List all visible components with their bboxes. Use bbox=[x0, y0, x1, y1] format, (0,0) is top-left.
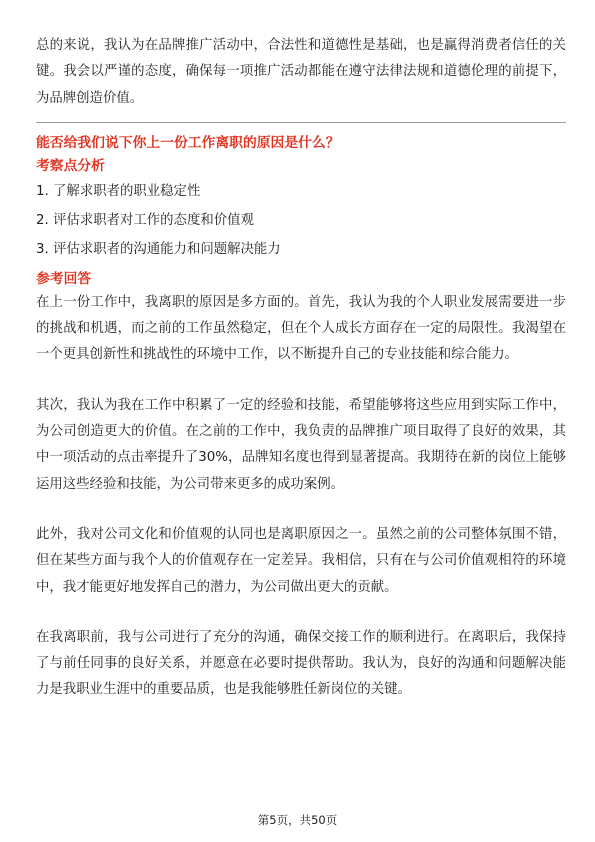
analysis-item: 2. 评估求职者对工作的态度和价值观 bbox=[36, 212, 254, 228]
section-divider bbox=[36, 122, 566, 123]
answer-paragraph: 在上一份工作中，我离职的原因是多方面的。首先，我认为我的个人职业发展需要进一步的挑战和机遇，而之前的工作虽然稳定，但在个人成长方面存在一定的局限性。我渴望在一个更具创新性和挑战性的环境中工作，以不断提升自己的专业技能和综合能力。 bbox=[36, 294, 566, 363]
interview-question: 能否给我们说下你上一份工作离职的原因是什么？ bbox=[36, 134, 340, 151]
answer-paragraph: 其次，我认为我在工作中积累了一定的经验和技能，希望能够将这些应用到实际工作中，为公司创造更大的价值。在之前的工作中，我负责的品牌推广项目取得了良好的效果，其中一项活动的点击率提升了30%，品牌知名度也得到显著提高。我期待在新的岗位上能够运用这些经验和技能，为公司带来更多的成功案例。 bbox=[36, 397, 566, 492]
answer-title: 参考回答 bbox=[36, 270, 92, 287]
answer-paragraph: 此外，我对公司文化和价值观的认同也是离职原因之一。虽然之前的公司整体氛围不错，但在某些方面与我个人的价值观存在一定差异。我相信，只有在与公司价值观相符的环境中，我才能更好地发挥自己的潜力，为公司做出更大的贡献。 bbox=[36, 526, 566, 595]
page-number: 第5页，共50页 bbox=[257, 813, 338, 827]
document-page bbox=[36, 33, 566, 704]
analysis-item: 3. 评估求职者的沟通能力和问题解决能力 bbox=[36, 241, 281, 257]
analysis-item: 1. 了解求职者的职业稳定性 bbox=[36, 183, 201, 199]
intro-paragraph: 总的来说，我认为在品牌推广活动中，合法性和道德性是基础，也是赢得消费者信任的关键。我会以严谨的态度，确保每一项推广活动都能在遵守法律法规和道德伦理的前提下，为品牌创造价值。 bbox=[36, 38, 566, 106]
analysis-title: 考察点分析 bbox=[36, 157, 105, 174]
answer-paragraph: 在我离职前，我与公司进行了充分的沟通，确保交接工作的顺利进行。在离职后，我保持了与前任同事的良好关系，并愿意在必要时提供帮助。我认为，良好的沟通和问题解决能力是我职业生涯中的重要品质，也是我能够胜任新岗位的关键。 bbox=[36, 629, 566, 698]
